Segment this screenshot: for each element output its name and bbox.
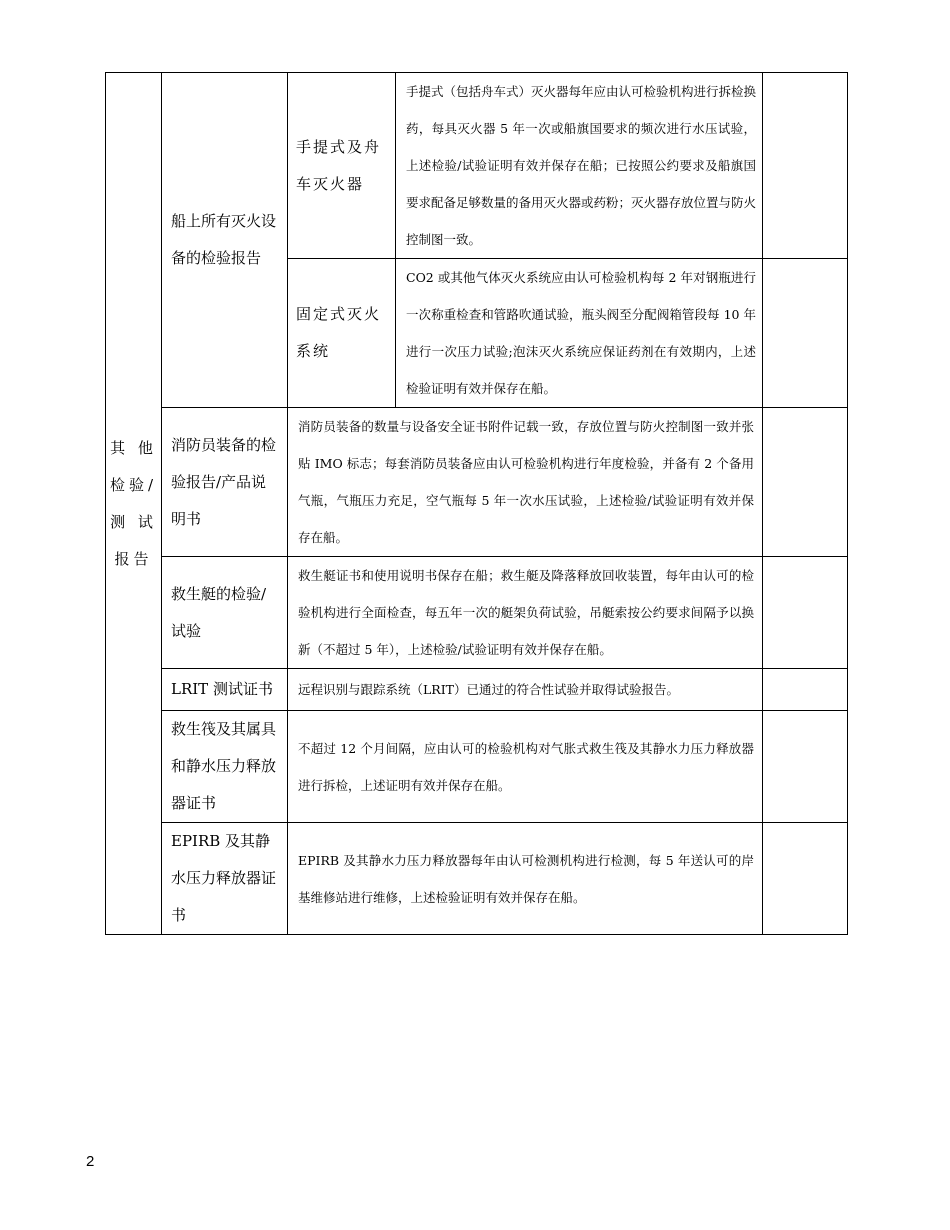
requirement-cell: 消防员装备的数量与设备安全证书附件记载一致，存放位置与防火控制图一致并张贴 IMO 标志；每套消防员装备应由认可检验机构进行年度检验，并备有 2 个备用气瓶，气瓶压力充足，空气瓶每 5 年一次水压试验，上述检验/试验证明有效并保存在船。 xyxy=(288,408,763,557)
item-cell: 救生筏及其属具和静水压力释放器证书 xyxy=(162,711,288,823)
requirement-cell: CO2 或其他气体灭火系统应由认可检验机构每 2 年对钢瓶进行一次称重检查和管路吹通试验，瓶头阀至分配阀箱管段每 10 年进行一次压力试验;泡沫灭火系统应保证药剂在有效期内，上述检验证明有效并保存在船。 xyxy=(396,259,763,408)
blank-cell xyxy=(763,259,848,408)
table-row xyxy=(106,557,848,669)
table-row xyxy=(106,73,848,259)
blank-cell xyxy=(763,669,848,711)
blank-cell xyxy=(763,73,848,259)
sub-item-cell: 手提式及舟车灭火器 xyxy=(288,73,396,259)
item-cell: 船上所有灭火设备的检验报告 xyxy=(162,73,288,408)
item-cell: LRIT 测试证书 xyxy=(162,669,288,711)
requirement-cell: 远程识别与跟踪系统（LRIT）已通过的符合性试验并取得试验报告。 xyxy=(288,669,763,711)
table-row xyxy=(106,823,848,935)
table-row xyxy=(106,711,848,823)
blank-cell xyxy=(763,711,848,823)
blank-cell xyxy=(763,408,848,557)
blank-cell xyxy=(763,823,848,935)
requirement-cell: 不超过 12 个月间隔，应由认可的检验机构对气胀式救生筏及其静水力压力释放器进行拆检，上述证明有效并保存在船。 xyxy=(288,711,763,823)
requirement-cell: 救生艇证书和使用说明书保存在船；救生艇及降落释放回收装置，每年由认可的检验机构进行全面检查，每五年一次的艇架负荷试验，吊艇索按公约要求间隔予以换新（不超过 5 年），上述检验/试验证明有效并保存在船。 xyxy=(288,557,763,669)
blank-cell xyxy=(763,557,848,669)
item-cell: EPIRB 及其静水压力释放器证书 xyxy=(162,823,288,935)
requirement-cell: EPIRB 及其静水力压力释放器每年由认可检测机构进行检测，每 5 年送认可的岸基维修站进行维修，上述检验证明有效并保存在船。 xyxy=(288,823,763,935)
page-number: 2 xyxy=(86,1153,95,1170)
requirement-cell: 手提式（包括舟车式）灭火器每年应由认可检验机构进行拆检换药，每具灭火器 5 年一次或船旗国要求的频次进行水压试验，上述检验/试验证明有效并保存在船；已按照公约要求及船旗国要求配备足够数量的备用灭火器或药粉；灭火器存放位置与防火控制图一致。 xyxy=(396,73,763,259)
category-cell: 其 他 检验/ 测 试 报告 xyxy=(106,73,162,935)
item-cell: 救生艇的检验/试验 xyxy=(162,557,288,669)
table-row xyxy=(106,408,848,557)
inspection-table xyxy=(105,72,848,935)
sub-item-cell: 固定式灭火系统 xyxy=(288,259,396,408)
item-cell: 消防员装备的检验报告/产品说明书 xyxy=(162,408,288,557)
table-row xyxy=(106,669,848,711)
